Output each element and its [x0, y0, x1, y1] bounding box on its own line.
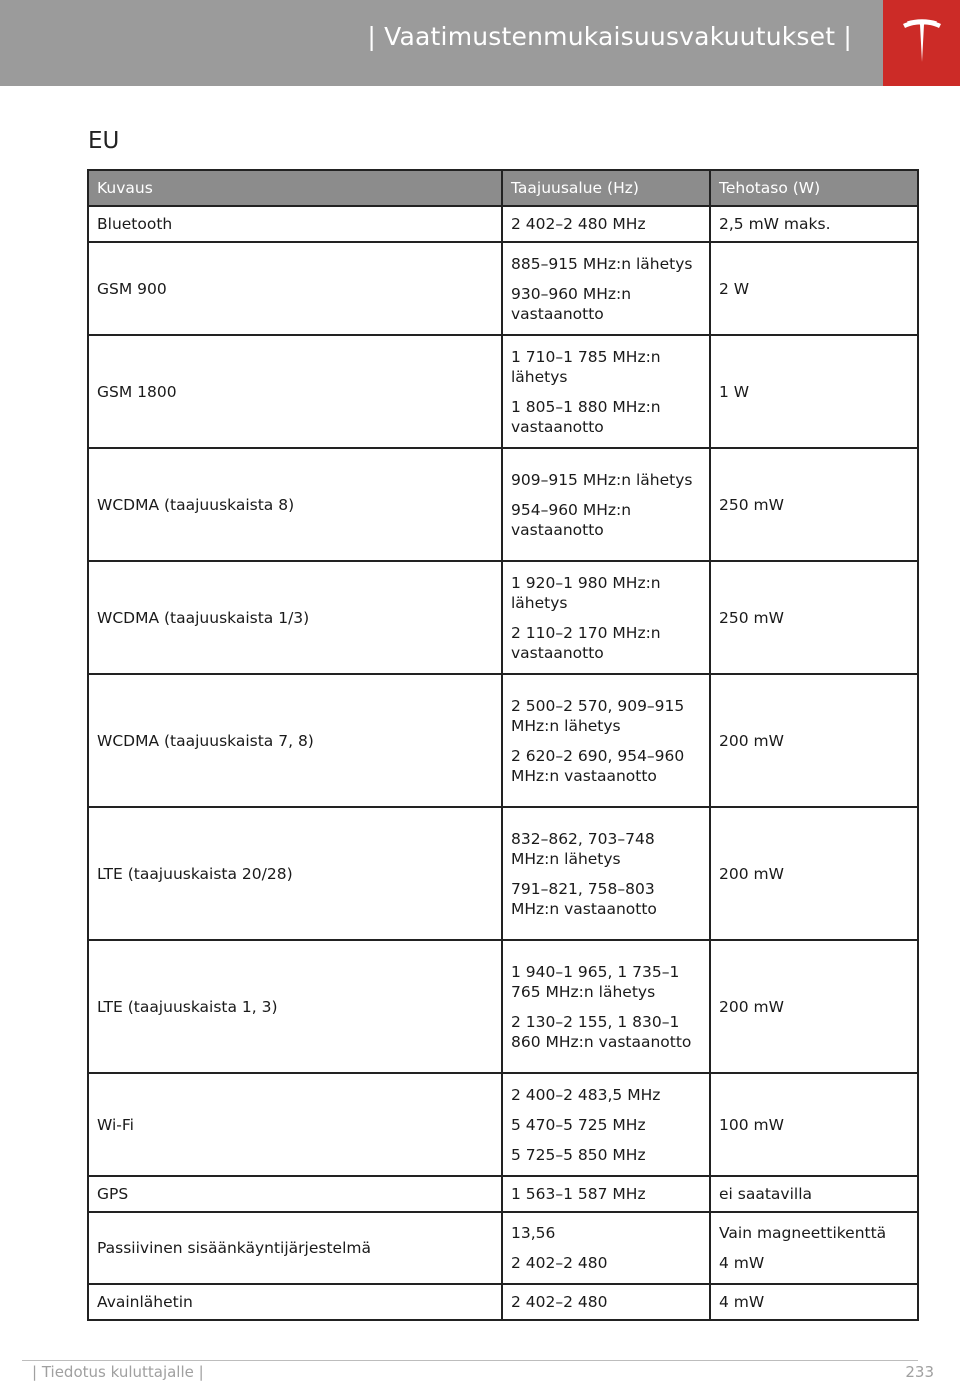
cell-frequency-line: 1 710–1 785 MHz:n lähetys — [511, 347, 661, 386]
cell-frequency-line: 2 400–2 483,5 MHz — [511, 1085, 661, 1104]
table-row — [88, 206, 918, 242]
cell-frequency — [502, 674, 710, 807]
cell-frequency: 2 402–2 480 MHz — [502, 206, 710, 242]
cell-description: Bluetooth — [88, 206, 502, 242]
cell-description: Avainlähetin — [88, 1284, 502, 1320]
footer-divider — [22, 1360, 918, 1361]
cell-frequency — [502, 807, 710, 940]
cell-power: ei saatavilla — [710, 1176, 918, 1212]
column-header-description: Kuvaus — [88, 170, 502, 206]
cell-power: 200 mW — [710, 807, 918, 940]
table-row — [88, 242, 918, 335]
cell-frequency — [502, 1212, 710, 1284]
cell-power: 250 mW — [710, 448, 918, 561]
section-title: EU — [88, 128, 120, 154]
cell-description: Passiivinen sisäänkäyntijärjestelmä — [88, 1212, 502, 1284]
cell-frequency — [502, 1073, 710, 1176]
cell-description: WCDMA (taajuuskaista 8) — [88, 448, 502, 561]
cell-description: GSM 1800 — [88, 335, 502, 448]
cell-description: WCDMA (taajuuskaista 7, 8) — [88, 674, 502, 807]
cell-frequency-line: 885–915 MHz:n lähetys — [511, 254, 693, 273]
table-row — [88, 335, 918, 448]
cell-frequency — [502, 561, 710, 674]
cell-description: LTE (taajuuskaista 20/28) — [88, 807, 502, 940]
cell-frequency-line: 1 920–1 980 MHz:n lähetys — [511, 573, 661, 612]
cell-power: 200 mW — [710, 674, 918, 807]
table-row — [88, 448, 918, 561]
cell-power-line: 4 mW — [719, 1254, 765, 1272]
page-number: 233 — [905, 1363, 934, 1381]
cell-frequency: 1 563–1 587 MHz — [502, 1176, 710, 1212]
cell-frequency — [502, 448, 710, 561]
cell-frequency-line: 2 130–2 155, 1 830–1 860 MHz:n vastaanotto — [511, 1012, 692, 1051]
cell-power: 200 mW — [710, 940, 918, 1073]
cell-frequency-line: 2 620–2 690, 954–960 MHz:n vastaanotto — [511, 746, 685, 785]
cell-frequency-line: 5 725–5 850 MHz — [511, 1145, 646, 1164]
footer-section-label: | Tiedotus kuluttajalle | — [32, 1363, 204, 1381]
spec-table — [87, 169, 919, 1321]
cell-power: 250 mW — [710, 561, 918, 674]
cell-frequency-line: 791–821, 758–803 MHz:n vastaanotto — [511, 879, 657, 918]
cell-frequency-line: 909–915 MHz:n lähetys — [511, 470, 693, 489]
cell-frequency — [502, 335, 710, 448]
cell-frequency-line: 2 402–2 480 — [511, 1254, 608, 1272]
cell-frequency-line: 954–960 MHz:n vastaanotto — [511, 500, 632, 539]
cell-power-line: Vain magneettikenttä — [719, 1224, 887, 1242]
table-row — [88, 1284, 918, 1320]
table-row — [88, 807, 918, 940]
cell-frequency — [502, 940, 710, 1073]
table-row — [88, 1073, 918, 1176]
cell-frequency-line: 930–960 MHz:n vastaanotto — [511, 284, 632, 323]
cell-frequency-line: 1 805–1 880 MHz:n vastaanotto — [511, 397, 661, 436]
column-header-frequency: Taajuusalue (Hz) — [502, 170, 710, 206]
logo-box — [883, 0, 960, 86]
table-row — [88, 940, 918, 1073]
cell-description: WCDMA (taajuuskaista 1/3) — [88, 561, 502, 674]
cell-frequency-line: 2 500–2 570, 909–915 MHz:n lähetys — [511, 696, 685, 735]
cell-power — [710, 1212, 918, 1284]
cell-description: Wi-Fi — [88, 1073, 502, 1176]
cell-description: GPS — [88, 1176, 502, 1212]
page-header — [0, 0, 960, 86]
table-row — [88, 561, 918, 674]
cell-frequency-line: 1 940–1 965, 1 735–1 765 MHz:n lähetys — [511, 962, 680, 1001]
cell-frequency-line: 832–862, 703–748 MHz:n lähetys — [511, 829, 655, 868]
cell-description: GSM 900 — [88, 242, 502, 335]
cell-frequency-line: 13,56 — [511, 1224, 556, 1242]
cell-power: 2 W — [710, 242, 918, 335]
cell-frequency-line: 5 470–5 725 MHz — [511, 1115, 646, 1134]
table-header-row — [88, 170, 918, 206]
cell-frequency-line: 2 110–2 170 MHz:n vastaanotto — [511, 623, 661, 662]
header-title: | Vaatimustenmukaisuusvakuutukset | — [367, 22, 852, 51]
table-body — [88, 206, 918, 1320]
table-row — [88, 1176, 918, 1212]
cell-description: LTE (taajuuskaista 1, 3) — [88, 940, 502, 1073]
cell-power: 2,5 mW maks. — [710, 206, 918, 242]
column-header-power: Tehotaso (W) — [710, 170, 918, 206]
cell-power: 4 mW — [710, 1284, 918, 1320]
cell-frequency: 2 402–2 480 — [502, 1284, 710, 1320]
cell-power: 1 W — [710, 335, 918, 448]
cell-frequency — [502, 242, 710, 335]
cell-power: 100 mW — [710, 1073, 918, 1176]
table-row — [88, 674, 918, 807]
tesla-logo-icon — [899, 18, 945, 68]
table-row — [88, 1212, 918, 1284]
